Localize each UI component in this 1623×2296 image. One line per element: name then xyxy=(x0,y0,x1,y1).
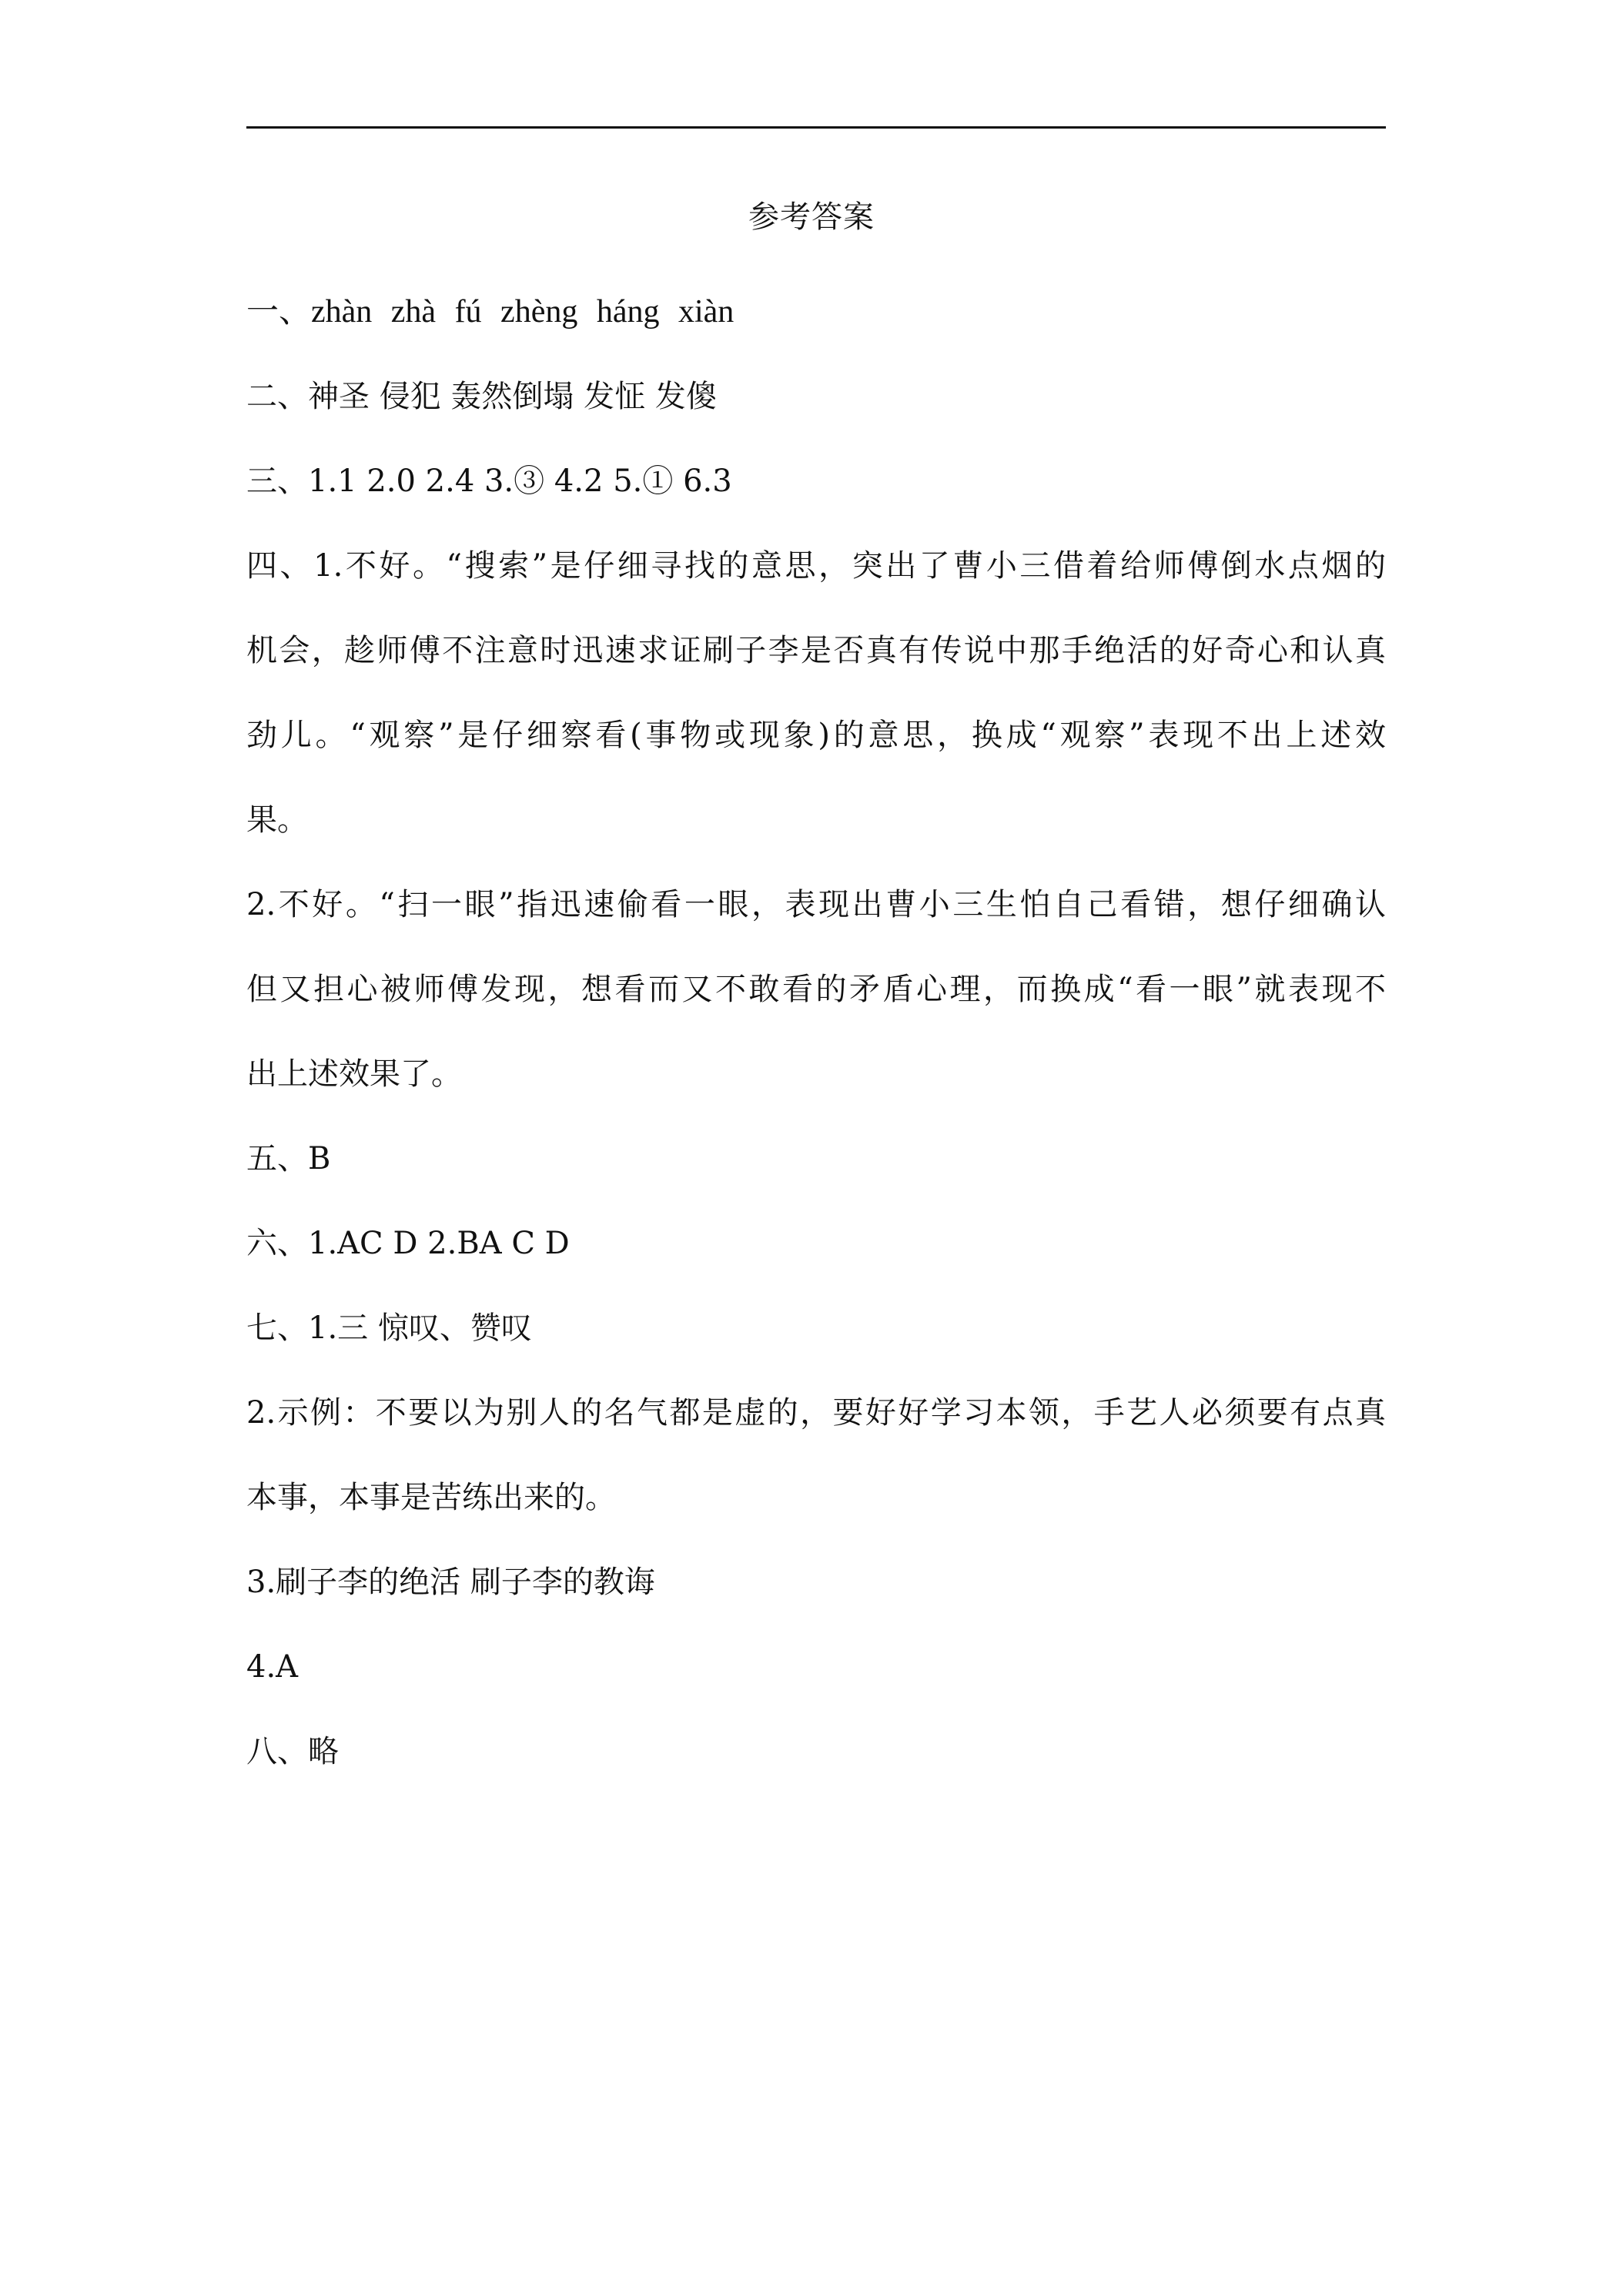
answer-line-4: 四、1.不好。“搜索”是仔细寻找的意思，突出了曹小三借着给师傅倒水点烟的 xyxy=(246,548,1386,584)
answer-line-13: 七、1.三 惊叹、赞叹 xyxy=(246,1310,532,1346)
answer-line-18: 八、略 xyxy=(246,1734,339,1769)
answer-line-6: 劲儿。“观察”是仔细察看(事物或现象)的意思，换成“观察”表现不出上述效 xyxy=(246,718,1386,753)
answer-line-11: 五、B xyxy=(246,1141,331,1176)
answer-content xyxy=(246,281,1386,1806)
answer-line-7: 果。 xyxy=(246,802,308,838)
header-rule xyxy=(246,126,1386,129)
answer-line-1: 一、zhàn zhà fú zhèng háng xiàn xyxy=(246,294,735,330)
answer-line-5: 机会，趁师傅不注意时迅速求证刷子李是否真有传说中那手绝活的好奇心和认真 xyxy=(246,633,1386,668)
answer-line-12: 六、1.AC D 2.BA C D xyxy=(246,1226,570,1261)
answer-line-14: 2.示例：不要以为别人的名气都是虚的，要好好学习本领，手艺人必须要有点真 xyxy=(246,1395,1386,1431)
answer-line-2: 二、神圣 侵犯 轰然倒塌 发怔 发傻 xyxy=(246,379,717,414)
answer-line-3: 三、1.1 2.0 2.4 3.③ 4.2 5.① 6.3 xyxy=(246,464,732,499)
answer-line-10: 出上述效果了。 xyxy=(246,1056,462,1092)
answer-line-9: 但又担心被师傅发现，想看而又不敢看的矛盾心理，而换成“看一眼”就表现不 xyxy=(246,972,1386,1007)
answer-line-15: 本事，本事是苦练出来的。 xyxy=(246,1480,616,1515)
answer-line-17: 4.A xyxy=(246,1649,299,1685)
answer-line-16: 3.刷子李的绝活 刷子李的教诲 xyxy=(246,1565,655,1600)
answer-line-8: 2.不好。“扫一眼”指迅速偷看一眼，表现出曹小三生怕自己看错，想仔细确认 xyxy=(246,887,1386,922)
page-title: 参考答案 xyxy=(748,199,875,235)
